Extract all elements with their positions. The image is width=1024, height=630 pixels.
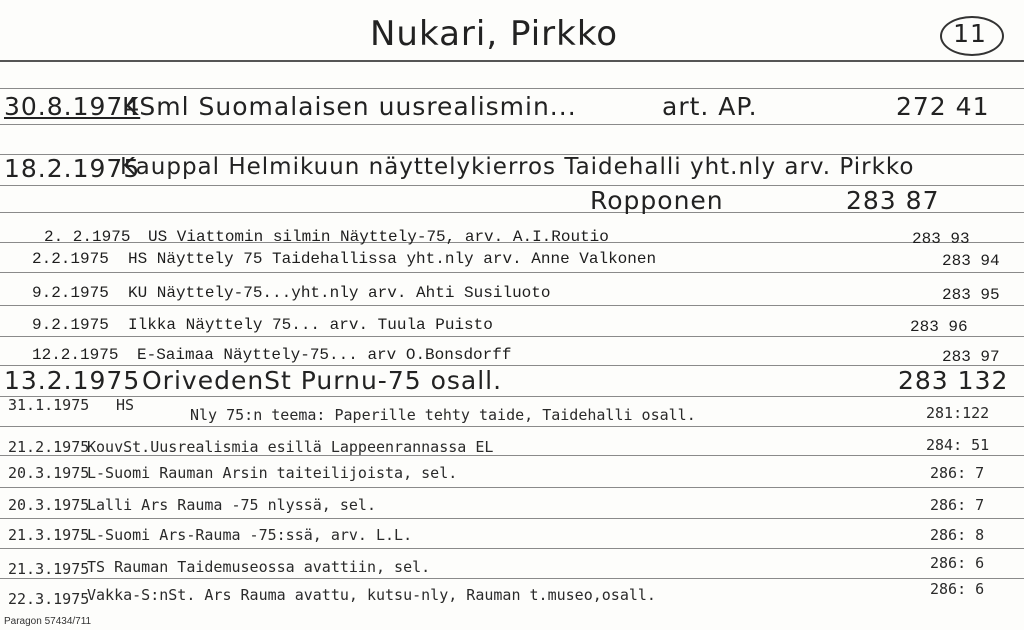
entry-ref: 286: 6 [930,554,985,572]
entry-text: Lalli Ars Rauma -75 nlyssä, sel. [87,496,376,514]
entry-text: Vakka-S:nSt. Ars Rauma avattu, kutsu-nly, Rauman t.museo,osall. [87,586,656,604]
entry-date: 21.3.1975 [8,526,90,544]
entry-ref: 286: 8 [930,526,985,544]
entry-date: 21.2.1975 [8,438,90,456]
entry-date: 20.3.1975 [8,464,90,482]
entry-text: L-Suomi Rauman Arsin taiteilijoista, sel. [87,464,458,482]
rule-line [0,88,1024,89]
entry-date: 2. 2.1975 [44,228,131,246]
entry-ref: 286: 7 [930,496,985,514]
rule-line [0,548,1024,549]
entry-ref: 283 97 [942,348,1000,366]
entry-text: OrivedenSt Purnu-75 osall. [142,366,503,395]
rule-line [0,487,1024,488]
card-footer-print: Paragon 57434/711 [4,616,92,627]
entry-text-continued: Ropponen [590,186,724,215]
rule-line [0,518,1024,519]
entry-date: 31.1.1975 [8,396,90,414]
entry-ref: 286: 6 [930,580,985,598]
entry-ref: 272 41 [896,92,990,121]
entry-ref: 283 94 [942,252,1000,270]
card-title-name: Nukari, Pirkko [370,14,619,54]
entry-text: Kauppal Helmikuun näyttelykierros Taidehalli yht.nly arv. Pirkko [120,154,915,180]
card-number: 11 [953,19,987,48]
rule-line [0,305,1024,306]
entry-note: art. AP. [662,92,758,121]
entry-ref: 283 95 [942,286,1000,304]
entry-date: 21.3.1975 [8,560,90,578]
entry-text: US Viattomin silmin Näyttely-75, arv. A.I.Routio [148,228,609,246]
entry-date: 18.2.1975 [4,154,141,183]
entry-date: 2.2.1975 [32,250,109,268]
entry-date: 22.3.1975 [8,590,90,608]
entry-ref: 281:122 [926,404,990,422]
entry-text: HS [116,396,135,414]
entry-text: E-Saimaa Näyttely-75... arv O.Bonsdorff [137,346,512,364]
rule-line [0,272,1024,273]
entry-date: 13.2.1975 [4,366,141,395]
rule-line [0,124,1024,125]
entry-date: 12.2.1975 [32,346,119,364]
entry-date: 9.2.1975 [32,284,109,302]
entry-date: 30.8.1974 [4,92,141,121]
entry-text: KouvSt.Uusrealismia esillä Lappeenrannassa EL [87,438,494,456]
entry-text: KU Näyttely-75...yht.nly arv. Ahti Susiluoto [128,284,551,302]
rule-line [0,426,1024,427]
entry-ref: 283 132 [898,366,1009,395]
entry-ref: 283 93 [912,230,970,248]
entry-text: Ilkka Näyttely 75... arv. Tuula Puisto [128,316,493,334]
rule-line [0,396,1024,397]
entry-ref: 286: 7 [930,464,985,482]
entry-date: 9.2.1975 [32,316,109,334]
entry-text-continued: Nly 75:n teema: Paperille tehty taide, Taidehalli osall. [190,406,696,424]
entry-date: 20.3.1975 [8,496,90,514]
rule-line [0,578,1024,579]
entry-ref: 283 96 [910,318,968,336]
rule-line [0,60,1024,62]
entry-ref: 284: 51 [926,436,990,454]
entry-text: L-Suomi Ars-Rauma -75:ssä, arv. L.L. [87,526,413,544]
entry-ref: 283 87 [846,186,940,215]
rule-line [0,336,1024,337]
entry-text: TS Rauman Taidemuseossa avattiin, sel. [87,558,431,576]
entry-text: HS Näyttely 75 Taidehallissa yht.nly arv. Anne Valkonen [128,250,657,268]
entry-text: KSml Suomalaisen uusrealismin... [122,92,577,121]
